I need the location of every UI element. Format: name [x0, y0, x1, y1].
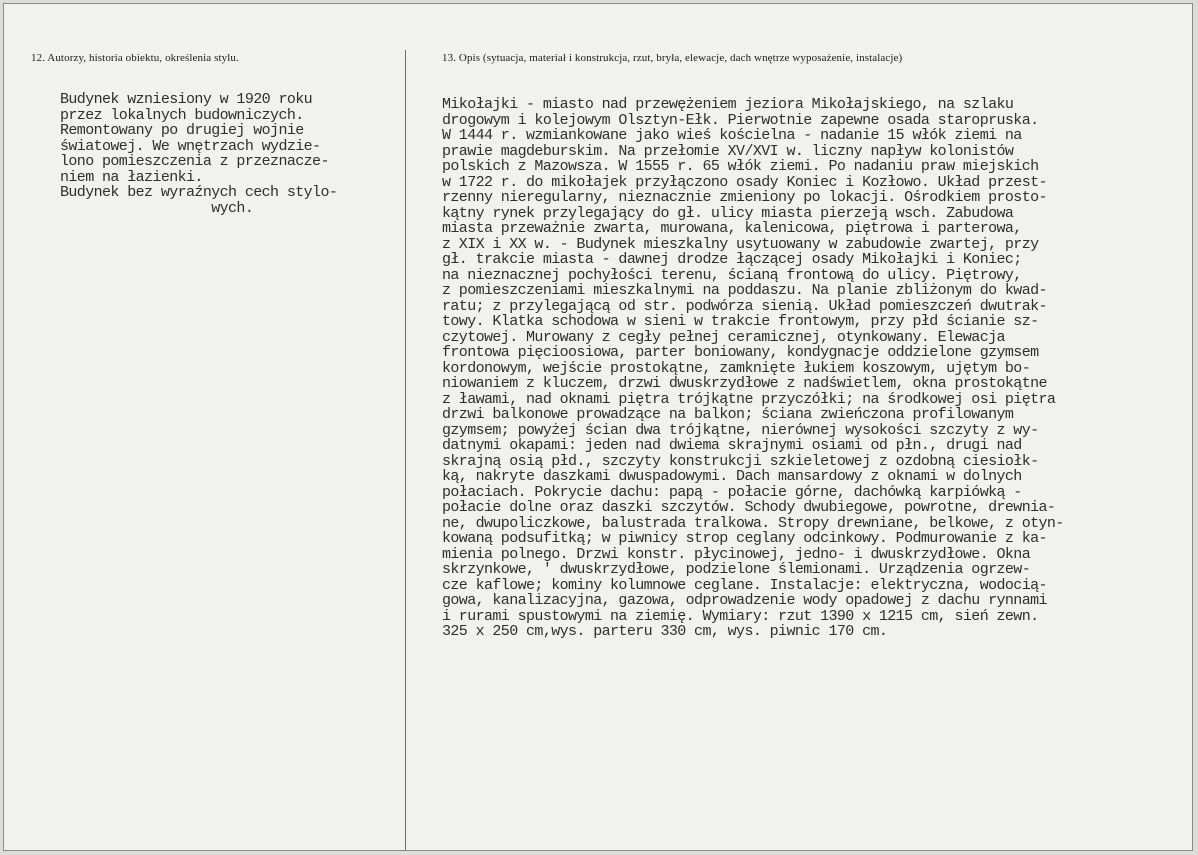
text-line: niowaniem z kluczem, drzwi dwuskrzydłowe z nadświetlem, okna prostokątne [442, 375, 1047, 392]
text-line: światowej. We wnętrzach wydzie- [60, 137, 321, 155]
text-line: gowa, kanalizacyjna, gazowa, odprowadzenie wody opadowej z dachu rynnami [442, 592, 1047, 609]
text-line: skrzynkowe, ' dwuskrzydłowe, podzielone ślemionami. Urządzenia ogrzew- [442, 561, 1031, 578]
column-divider [405, 50, 406, 850]
text-line: Budynek bez wyraźnych cech stylo- [60, 184, 338, 201]
text-line: kowaną podsufitką; w piwnicy strop ceglany odcinkowy. Podmurowanie z ka- [442, 530, 1047, 547]
text-line: datnymi okapami: jeden nad dwiema skrajnymi osiami od płn., drugi nad [442, 437, 1022, 454]
text-line: 325 x 250 cm,wys. parteru 330 cm, wys. piwnic 170 cm. [442, 623, 888, 640]
text-line: mienia polnego. Drzwi konstr. płycinowej, jedno- i dwuskrzydłowe. Okna [442, 545, 1031, 563]
text-line: niem na łazienki. [60, 168, 203, 186]
text-line: na nieznacznej pochyłości terenu, ścianą frontową do ulicy. Piętrowy, [442, 266, 1022, 284]
text-line: z XIX i XX w. - Budynek mieszkalny usytuowany w zabudowie zwartej, przy [442, 235, 1039, 253]
text-line: cze kaflowe; kominy kolumnowe ceglane. Instalacje: elektryczna, wodocią- [442, 576, 1047, 594]
text-line: kordonowym, wejście prostokątne, zamknięte łukiem koszowym, ujętym bo- [442, 359, 1031, 377]
description-header: 13. Opis (sytuacja, materiał i konstrukcja, rzut, bryła, elewacje, dach wnętrze wyposażenie, instalacje) [442, 52, 903, 64]
description-text [442, 97, 1064, 640]
record-card [3, 3, 1193, 851]
text-line: prawie magdeburskim. Na przełomie XV/XVI w. liczny napływ kolonistów [442, 142, 1014, 160]
text-line: w 1722 r. do mikołajek przyłączono osady Koniec i Kozłowo. Układ przest- [442, 173, 1047, 191]
text-line: skrajną osią płd., szczyty konstrukcji szkieletowej z ozdobną ciesiołk- [442, 452, 1039, 470]
text-line: ką, nakryte daszkami dwuspadowymi. Dach mansardowy z oknami w dolnych [442, 468, 1022, 485]
authors-history-text [60, 92, 337, 216]
text-line: frontowa pięcioosiowa, parter boniowany, kondygnacje oddzielone gzymsem [442, 344, 1039, 361]
text-line: kątny rynek przylegający do gł. ulicy miasta pierzeją wsch. Zabudowa [442, 204, 1014, 222]
text-line: Mikołajki - miasto nad przewężeniem jeziora Mikołajskiego, na szlaku [442, 96, 1014, 113]
text-line: Budynek wzniesiony w 1920 roku [60, 91, 313, 108]
text-line: lono pomieszczenia z przeznacze- [60, 153, 329, 170]
text-line: drogowym i kolejowym Olsztyn-Ełk. Pierwotnie zapewne osada staropruska. [442, 111, 1039, 129]
text-line: drzwi balkonowe prowadzące na balkon; ściana zwieńczona profilowanym [442, 406, 1014, 423]
text-line: połaciach. Pokrycie dachu: papą - połacie górne, dachówką karpiówką - [442, 483, 1022, 501]
authors-history-header: 12. Autorzy, historia obiektu, określenia stylu. [31, 52, 239, 64]
text-line: gł. trakcie miasta - dawnej drodze łączącej osady Mikołajki i Koniec; [442, 251, 1022, 268]
text-line: ratu; z przylegającą od str. podwórza sienią. Układ pomieszczeń dwutrak- [442, 297, 1047, 315]
text-line: gzymsem; powyżej ścian dwa trójkątne, nierównej wysokości szczyty z wy- [442, 421, 1039, 439]
text-line: towy. Klatka schodowa w sieni w trakcie frontowym, przy płd ścianie sz- [442, 313, 1039, 330]
text-line: ne, dwupoliczkowe, balustrada tralkowa. Stropy drewniane, belkowe, z otyn- [442, 514, 1064, 532]
text-line: z pomieszczeniami mieszkalnymi na poddaszu. Na planie zbliżonym do kwad- [442, 282, 1047, 299]
text-line: miasta przeważnie zwarta, murowana, kalenicowa, piętrowa i parterowa, [442, 220, 1022, 237]
text-line: polskich z Mazowsza. W 1555 r. 65 włók ziemi. Po nadaniu praw miejskich [442, 158, 1039, 175]
text-line: przez lokalnych budowniczych. [60, 106, 304, 124]
text-line: z ławami, nad oknami piętra trójkątne przyczółki; na środkowej osi piętra [442, 390, 1056, 408]
text-line: połacie dolne oraz daszki szczytów. Schody dwubiegowe, powrotne, drewnia- [442, 499, 1056, 516]
text-line: czytowej. Murowany z cegły pełnej ceramicznej, otynkowany. Elewacja [442, 328, 1005, 346]
text-line: rzenny nieregularny, nieznacznie zmieniony po lokacji. Ośrodkiem prosto- [442, 189, 1047, 206]
text-line: Remontowany po drugiej wojnie [60, 122, 304, 139]
text-line: i rurami spustowymi na ziemię. Wymiary: rzut 1390 x 1215 cm, sień zewn. [442, 607, 1039, 625]
text-line: W 1444 r. wzmiankowane jako wieś kościelna - nadanie 15 włók ziemi na [442, 127, 1022, 144]
text-line: wych. [60, 199, 254, 217]
